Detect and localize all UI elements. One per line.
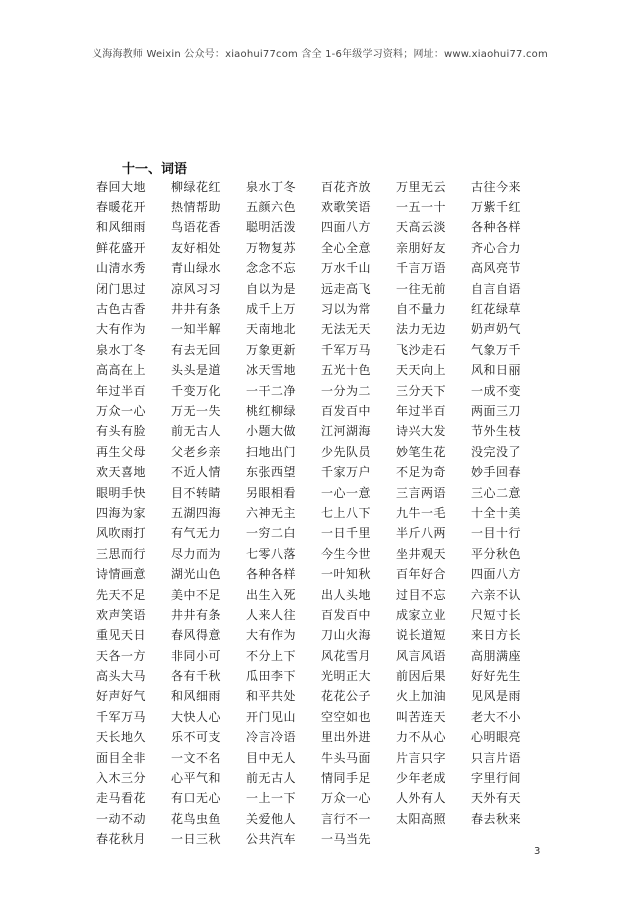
word-cell: 心平气和 [171,771,222,786]
word-cell: 言行不一 [321,811,372,826]
word-cell: 前因后果 [396,669,447,684]
word-cell: 诗情画意 [96,567,147,582]
word-cell: 千军万马 [321,342,372,357]
word-cell: 青山绿水 [171,261,222,276]
word-cell: 天外有天 [471,791,522,806]
word-cell: 扫地出门 [246,444,297,459]
word-cell: 自言自语 [471,281,522,296]
word-cell: 万众一心 [96,403,147,418]
word-cell: 重见天日 [96,628,147,643]
word-row [96,665,546,685]
word-cell: 两面三刀 [471,403,522,418]
word-cell: 目不转睛 [171,485,222,500]
word-cell: 刀山火海 [321,628,372,643]
word-row [96,706,546,726]
word-cell: 心明眼亮 [471,730,522,745]
word-row [96,625,546,645]
word-cell: 三思而行 [96,546,147,561]
word-cell: 四海为家 [96,505,147,520]
word-row [96,767,546,787]
word-cell: 万众一心 [321,791,372,806]
word-cell: 亲朋好友 [396,240,447,255]
word-cell: 出人头地 [321,587,372,602]
word-cell: 另眼相看 [246,485,297,500]
word-cell: 光明正大 [321,669,372,684]
word-row [96,747,546,767]
word-cell: 美中不足 [171,587,222,602]
word-cell: 气象万千 [471,342,522,357]
word-cell: 风和日丽 [471,363,522,378]
word-cell: 古往今来 [471,179,522,194]
word-cell: 节外生枝 [471,424,522,439]
word-cell: 一目十行 [471,526,522,541]
word-cell: 百发百中 [321,607,372,622]
word-cell: 和风细雨 [171,689,222,704]
word-cell: 一五一十 [396,200,447,215]
word-row [96,686,546,706]
word-row [96,421,546,441]
word-cell: 平分秋色 [471,546,522,561]
word-cell: 七零八落 [246,546,297,561]
word-cell: 四面八方 [471,567,522,582]
word-cell: 诗兴大发 [396,424,447,439]
word-cell: 春暖花开 [96,200,147,215]
word-cell: 眼明手快 [96,485,147,500]
word-row [96,176,546,196]
word-cell: 六神无主 [246,505,297,520]
word-cell: 井井有条 [171,302,222,317]
word-cell: 一上一下 [246,791,297,806]
word-row [96,339,546,359]
section-title: 十一、词语 [122,162,188,177]
word-cell: 千言万语 [396,261,447,276]
word-cell: 先天不足 [96,587,147,602]
word-cell: 见风是雨 [471,689,522,704]
word-cell: 聪明活泼 [246,220,297,235]
word-cell: 万水千山 [321,261,372,276]
word-cell: 乐不可支 [171,730,222,745]
word-cell: 一分为二 [321,383,372,398]
word-cell: 高头大马 [96,669,147,684]
word-cell: 叫苦连天 [396,709,447,724]
word-cell: 风花雪月 [321,648,372,663]
word-cell: 字里行间 [471,771,522,786]
word-cell: 友好相处 [171,240,222,255]
word-cell: 一动不动 [96,811,147,826]
word-cell: 一成不变 [471,383,522,398]
word-cell: 力不从心 [396,730,447,745]
word-row [96,360,546,380]
word-row [96,563,546,583]
word-row [96,808,546,828]
word-cell: 开门见山 [246,709,297,724]
page-header: 义海海教师 Weixin 公众号：xiaohui77com 含全 1-6年级学习资料；网址：www.xiaohui77.com [92,49,548,60]
word-cell: 有口无心 [171,791,222,806]
word-cell: 春回大地 [96,179,147,194]
word-cell: 没完没了 [471,444,522,459]
word-cell: 非同小可 [171,648,222,663]
word-cell: 目中无人 [246,750,297,765]
word-cell: 不近人情 [171,465,222,480]
word-cell: 高高在上 [96,363,147,378]
word-cell: 一穷二白 [246,526,297,541]
word-cell: 太阳高照 [396,811,447,826]
word-cell: 东张西望 [246,465,297,480]
word-cell: 成家立业 [396,607,447,622]
word-cell: 自不量力 [396,302,447,317]
word-cell: 尺短寸长 [471,607,522,622]
word-cell: 十全十美 [471,505,522,520]
word-cell: 春去秋来 [471,811,522,826]
word-cell: 万紫千红 [471,200,522,215]
word-cell: 冰天雪地 [246,363,297,378]
word-cell: 五光十色 [321,363,372,378]
word-cell: 过目不忘 [396,587,447,602]
word-cell: 空空如也 [321,709,372,724]
word-cell: 高朋满座 [471,648,522,663]
word-cell: 各有千秋 [171,669,222,684]
word-cell: 凉风习习 [171,281,222,296]
word-cell: 入木三分 [96,771,147,786]
word-cell: 一心一意 [321,485,372,500]
word-row [96,523,546,543]
word-cell: 公共汽车 [246,832,297,847]
word-cell: 老大不小 [471,709,522,724]
word-row [96,278,546,298]
word-cell: 桃红柳绿 [246,403,297,418]
word-cell: 少年老成 [396,771,447,786]
word-cell: 欢歌笑语 [321,200,372,215]
word-cell: 好声好气 [96,689,147,704]
word-cell: 小题大做 [246,424,297,439]
word-cell: 五颜六色 [246,200,297,215]
word-cell: 无法无天 [321,322,372,337]
word-row [96,645,546,665]
word-cell: 念念不忘 [246,261,297,276]
word-cell: 春花秋月 [96,832,147,847]
word-cell: 万物复苏 [246,240,297,255]
word-cell: 和平共处 [246,689,297,704]
word-cell: 万无一失 [171,403,222,418]
word-cell: 红花绿草 [471,302,522,317]
word-cell: 春风得意 [171,628,222,643]
word-cell: 万里无云 [396,179,447,194]
word-cell: 说长道短 [396,628,447,643]
word-row [96,196,546,216]
word-cell: 一马当先 [321,832,372,847]
word-cell: 头头是道 [171,363,222,378]
word-cell: 瓜田李下 [246,669,297,684]
word-cell: 半斤八两 [396,526,447,541]
word-cell: 和风细雨 [96,220,147,235]
word-cell: 天南地北 [246,322,297,337]
word-row [96,298,546,318]
word-cell: 大有作为 [96,322,147,337]
word-cell: 江河湖海 [321,424,372,439]
word-cell: 再生父母 [96,444,147,459]
word-cell: 火上加油 [396,689,447,704]
word-cell: 习以为常 [321,302,372,317]
word-cell: 片言只字 [396,750,447,765]
word-cell: 闭门思过 [96,281,147,296]
word-cell: 泉水丁冬 [96,342,147,357]
word-cell: 湖光山色 [171,567,222,582]
word-cell: 百花齐放 [321,179,372,194]
word-cell: 妙手回春 [471,465,522,480]
word-cell: 面目全非 [96,750,147,765]
word-cell: 千变万化 [171,383,222,398]
word-cell: 法力无边 [396,322,447,337]
word-cell: 风言风语 [396,648,447,663]
page-number: 3 [534,846,541,857]
word-cell: 里出外进 [321,730,372,745]
word-cell: 花鸟虫鱼 [171,811,222,826]
word-cell: 年过半百 [96,383,147,398]
word-cell: 齐心合力 [471,240,522,255]
word-cell: 牛头马面 [321,750,372,765]
word-row [96,380,546,400]
word-cell: 泉水丁冬 [246,179,297,194]
word-cell: 百年好合 [396,567,447,582]
word-cell: 尽力而为 [171,546,222,561]
word-cell: 鸟语花香 [171,220,222,235]
word-cell: 好好先生 [471,669,522,684]
word-row [96,319,546,339]
word-row [96,237,546,257]
word-cell: 不足为奇 [396,465,447,480]
word-cell: 天高云淡 [396,220,447,235]
word-cell: 柳绿花红 [171,179,222,194]
word-cell: 天天向上 [396,363,447,378]
word-cell: 飞沙走石 [396,342,447,357]
word-cell: 热情帮助 [171,200,222,215]
word-row [96,788,546,808]
word-cell: 天各一方 [96,648,147,663]
word-cell: 井井有条 [171,607,222,622]
word-cell: 一往无前 [396,281,447,296]
word-cell: 五湖四海 [171,505,222,520]
word-cell: 三分天下 [396,383,447,398]
word-cell: 前无古人 [171,424,222,439]
word-cell: 各种各样 [246,567,297,582]
word-cell: 走马看花 [96,791,147,806]
word-cell: 出生入死 [246,587,297,602]
word-cell: 成千上万 [246,302,297,317]
word-cell: 万象更新 [246,342,297,357]
word-cell: 一文不名 [171,750,222,765]
word-row [96,727,546,747]
word-cell: 一日千里 [321,526,372,541]
word-cell: 大快人心 [171,709,222,724]
word-cell: 一知半解 [171,322,222,337]
word-cell: 鲜花盛开 [96,240,147,255]
word-cell: 父老乡亲 [171,444,222,459]
word-row [96,461,546,481]
word-row [96,584,546,604]
word-grid [96,176,546,849]
word-cell: 只言片语 [471,750,522,765]
word-cell: 花花公子 [321,689,372,704]
word-cell: 关爱他人 [246,811,297,826]
word-row [96,258,546,278]
word-cell: 人外有人 [396,791,447,806]
word-cell: 不分上下 [246,648,297,663]
word-cell: 来日方长 [471,628,522,643]
word-cell: 各种各样 [471,220,522,235]
word-cell: 坐井观天 [396,546,447,561]
word-cell: 年过半百 [396,403,447,418]
word-cell: 高风亮节 [471,261,522,276]
word-row [96,482,546,502]
word-cell: 奶声奶气 [471,322,522,337]
word-cell: 九牛一毛 [396,505,447,520]
word-cell: 欢天喜地 [96,465,147,480]
word-cell: 有去无回 [171,342,222,357]
word-cell: 三言两语 [396,485,447,500]
word-cell: 六亲不认 [471,587,522,602]
word-row [96,502,546,522]
word-row [96,604,546,624]
word-cell: 一干二净 [246,383,297,398]
word-row [96,217,546,237]
word-cell: 七上八下 [321,505,372,520]
word-cell: 远走高飞 [321,281,372,296]
word-row [96,400,546,420]
word-cell: 山清水秀 [96,261,147,276]
word-row [96,829,546,849]
word-cell: 大有作为 [246,628,297,643]
word-cell: 一日三秋 [171,832,222,847]
word-cell: 一叶知秋 [321,567,372,582]
word-row [96,543,546,563]
word-row [96,441,546,461]
word-cell: 全心全意 [321,240,372,255]
word-cell: 四面八方 [321,220,372,235]
word-cell: 欢声笑语 [96,607,147,622]
word-cell: 今生今世 [321,546,372,561]
word-cell: 冷言冷语 [246,730,297,745]
word-cell: 妙笔生花 [396,444,447,459]
word-cell: 千军万马 [96,709,147,724]
word-cell: 少先队员 [321,444,372,459]
word-cell: 自以为是 [246,281,297,296]
word-cell: 风吹雨打 [96,526,147,541]
word-cell: 天长地久 [96,730,147,745]
word-cell: 人来人往 [246,607,297,622]
word-cell: 百发百中 [321,403,372,418]
word-cell: 三心二意 [471,485,522,500]
word-cell: 古色古香 [96,302,147,317]
word-cell: 有气无力 [171,526,222,541]
word-cell: 有头有脸 [96,424,147,439]
word-cell: 情同手足 [321,771,372,786]
word-cell: 前无古人 [246,771,297,786]
word-cell: 千家万户 [321,465,372,480]
